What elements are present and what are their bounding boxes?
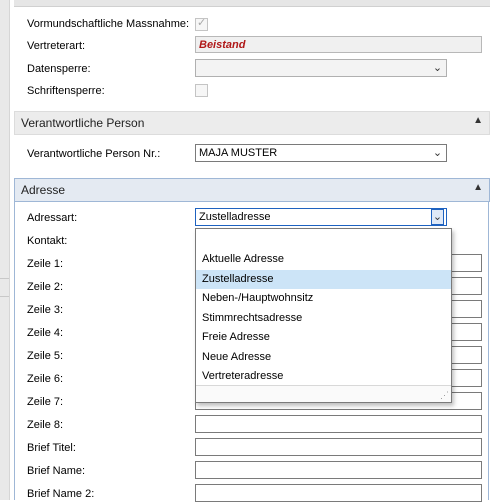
brief-name-input[interactable] bbox=[195, 461, 482, 479]
dropdown-option-label: Neue Adresse bbox=[202, 351, 272, 363]
zeile2-label: Zeile 2: bbox=[27, 281, 64, 293]
schriftensperre-checkbox[interactable] bbox=[195, 84, 208, 97]
zeile7-label: Zeile 7: bbox=[27, 396, 64, 408]
vertreterart-label: Vertreterart: bbox=[27, 40, 86, 52]
schriftensperre-label: Schriftensperre: bbox=[27, 85, 105, 97]
zeile8-label: Zeile 8: bbox=[27, 419, 64, 431]
chevron-down-icon[interactable]: ⌄ bbox=[432, 147, 443, 159]
zeile6-label: Zeile 6: bbox=[27, 373, 64, 385]
dropdown-option-label: Vertreteradresse bbox=[202, 370, 284, 382]
dropdown-option-neue-adresse[interactable] bbox=[196, 348, 451, 367]
person-nr-label: Verantwortliche Person Nr.: bbox=[27, 148, 161, 160]
dropdown-option-empty[interactable] bbox=[196, 231, 451, 250]
dropdown-footer bbox=[196, 385, 451, 402]
dropdown-option-stimmrechtsadresse[interactable] bbox=[196, 309, 451, 328]
zeile3-label: Zeile 3: bbox=[27, 304, 64, 316]
zeile1-label: Zeile 1: bbox=[27, 258, 64, 270]
vertreterart-value: Beistand bbox=[199, 39, 246, 51]
left-side-strip bbox=[0, 0, 10, 500]
resize-grip-icon[interactable]: ⋰ bbox=[440, 390, 449, 400]
dropdown-option-label: Neben-/Hauptwohnsitz bbox=[202, 292, 314, 304]
section-header-verantwortliche-person[interactable] bbox=[14, 111, 490, 135]
strip-divider bbox=[0, 278, 9, 279]
chevron-up-icon[interactable]: ▲ bbox=[473, 115, 483, 126]
dropdown-option-label: Freie Adresse bbox=[202, 331, 270, 343]
section-header-vertretung[interactable] bbox=[14, 0, 490, 7]
brief-name2-label: Brief Name 2: bbox=[27, 488, 95, 500]
brief-name2-input[interactable] bbox=[195, 484, 482, 502]
chevron-down-icon[interactable]: ⌄ bbox=[432, 211, 443, 223]
vertreterart-field[interactable] bbox=[195, 36, 482, 53]
chevron-down-icon[interactable]: ⌄ bbox=[432, 62, 443, 74]
zeile4-label: Zeile 4: bbox=[27, 327, 64, 339]
adressart-dropdown-list[interactable] bbox=[195, 228, 452, 403]
dropdown-option-neben-hauptwohnsitz[interactable] bbox=[196, 289, 451, 308]
zeile8-input[interactable] bbox=[195, 415, 482, 433]
datensperre-select[interactable] bbox=[195, 59, 447, 77]
dropdown-option-label: Stimmrechtsadresse bbox=[202, 312, 303, 324]
brief-name-label: Brief Name: bbox=[27, 465, 86, 477]
strip-divider bbox=[0, 296, 9, 297]
section-title: Verantwortliche Person bbox=[21, 116, 145, 130]
brief-titel-input[interactable] bbox=[195, 438, 482, 456]
dropdown-option-label: Aktuelle Adresse bbox=[202, 253, 284, 265]
chevron-up-icon[interactable]: ▲ bbox=[473, 182, 483, 193]
brief-titel-label: Brief Titel: bbox=[27, 442, 76, 454]
dropdown-option-label: Zustelladresse bbox=[202, 273, 274, 285]
section-header-adresse[interactable] bbox=[14, 178, 490, 202]
adressart-select[interactable] bbox=[195, 208, 447, 226]
zeile5-label: Zeile 5: bbox=[27, 350, 64, 362]
dropdown-option-zustelladresse[interactable] bbox=[196, 270, 451, 289]
person-nr-value: MAJA MUSTER bbox=[199, 147, 278, 159]
adressart-label: Adressart: bbox=[27, 212, 78, 224]
kontakt-label: Kontakt: bbox=[27, 235, 68, 247]
datensperre-label: Datensperre: bbox=[27, 63, 91, 75]
dropdown-option-vertreteradresse[interactable] bbox=[196, 367, 451, 386]
person-nr-select[interactable] bbox=[195, 144, 447, 162]
dropdown-option-freie-adresse[interactable] bbox=[196, 328, 451, 347]
dropdown-option-aktuelle-adresse[interactable] bbox=[196, 250, 451, 269]
vormund-label: Vormundschaftliche Massnahme: bbox=[27, 18, 190, 30]
vormund-checkbox[interactable] bbox=[195, 18, 208, 31]
check-icon: ✓ bbox=[197, 17, 207, 29]
adressart-value: Zustelladresse bbox=[199, 211, 271, 223]
section-title: Adresse bbox=[21, 183, 66, 197]
